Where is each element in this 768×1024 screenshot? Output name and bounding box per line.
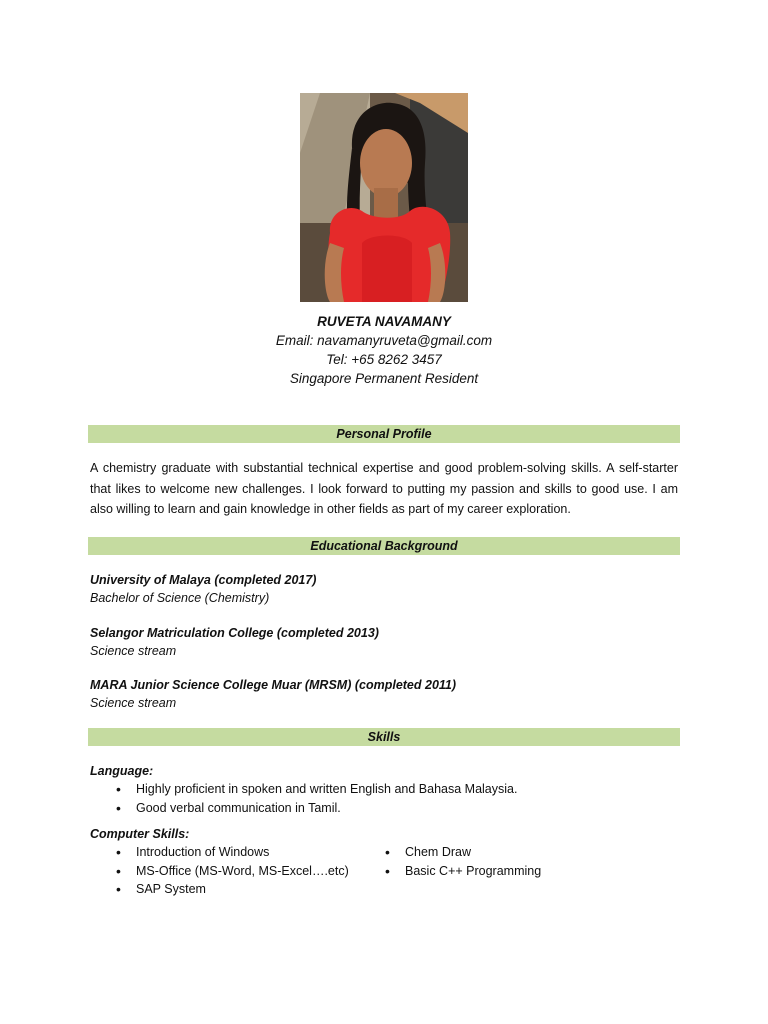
education-institution: MARA Junior Science College Muar (MRSM) (completed 2011): [90, 678, 457, 692]
phone-line: Tel: +65 8262 3457: [326, 352, 442, 367]
list-item: • SAP System: [116, 880, 349, 899]
language-label: Language:: [90, 764, 154, 778]
email-line: Email: navamanyruveta@gmail.com: [275, 333, 493, 348]
residency-line: Singapore Permanent Resident: [289, 371, 479, 386]
list-item: • Highly proficient in spoken and written English and Bahasa Malaysia.: [116, 780, 517, 799]
education-detail: Science stream: [90, 696, 177, 710]
profile-text: A chemistry graduate with substantial technical expertise and good problem-solving skills. A self-starter that likes to welcome new challenges. I look forward to putting my passion and skills to good use. I am also willing to learn and gain knowledge in other fields as part of my career exploration.: [90, 461, 678, 516]
list-item: • Introduction of Windows: [116, 843, 349, 862]
education-institution: Selangor Matriculation College (completed 2013): [90, 626, 379, 640]
list-item: • Good verbal communication in Tamil.: [116, 799, 517, 818]
education-entry: [90, 624, 379, 660]
language-list: [116, 780, 517, 817]
section-header-skills: Skills: [88, 728, 680, 746]
computer-skills-list-left: [116, 843, 349, 899]
list-item: • MS-Office (MS-Word, MS-Excel….etc): [116, 862, 349, 881]
education-entry: [90, 676, 456, 712]
section-header-personal-profile: Personal Profile: [88, 425, 680, 443]
education-detail: Science stream: [90, 644, 177, 658]
list-item: • Basic C++ Programming: [385, 862, 541, 881]
education-entry: [90, 571, 316, 607]
education-detail: Bachelor of Science (Chemistry): [90, 591, 270, 605]
list-item: • Chem Draw: [385, 843, 541, 862]
candidate-name: RUVETA NAVAMANY: [317, 314, 451, 329]
computer-skills-list-right: [385, 843, 541, 880]
computer-skills-label: Computer Skills:: [90, 827, 190, 841]
profile-photo: [300, 93, 468, 302]
education-institution: University of Malaya (completed 2017): [90, 573, 317, 587]
contact-block: [0, 312, 768, 388]
section-header-education: Educational Background: [88, 537, 680, 555]
